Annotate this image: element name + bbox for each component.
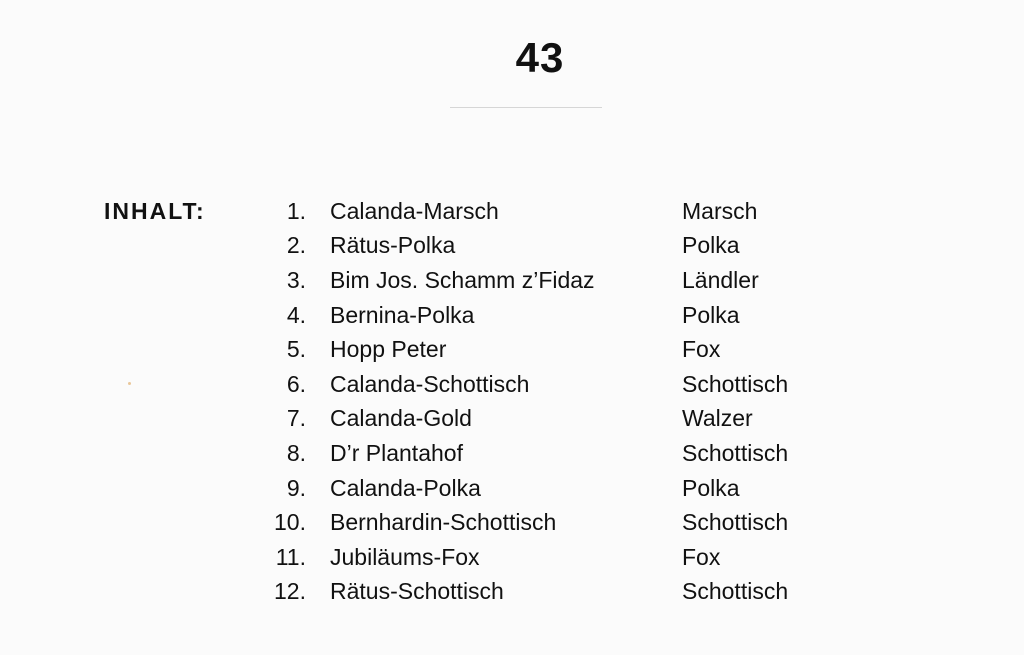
- contents-entry: [260, 194, 880, 229]
- entry-genre: Polka: [682, 232, 740, 259]
- contents-entry: [260, 332, 880, 367]
- entry-genre: Schottisch: [682, 509, 789, 536]
- entry-number: 1.: [286, 197, 306, 224]
- contents-entry: [260, 298, 880, 333]
- contents-heading: INHALT:: [104, 198, 206, 224]
- entry-genre: Schottisch: [682, 370, 789, 397]
- entry-title: Calanda-Gold: [330, 405, 472, 432]
- entry-genre: Ländler: [682, 266, 759, 293]
- contents-entry: [260, 367, 880, 402]
- entry-number: 8.: [286, 439, 306, 466]
- contents-entry: [260, 540, 880, 575]
- entry-title: Rätus-Polka: [330, 232, 456, 259]
- entry-title: Calanda-Schottisch: [330, 370, 530, 397]
- entry-title: Calanda-Marsch: [330, 197, 499, 224]
- entry-number: 9.: [286, 474, 306, 501]
- entry-genre: Schottisch: [682, 578, 789, 605]
- entry-number: 6.: [286, 370, 306, 397]
- contents-entry: [260, 505, 880, 540]
- entry-number: 11.: [275, 543, 306, 570]
- contents-entry: [260, 471, 880, 506]
- entry-title: D’r Plantahof: [330, 439, 463, 466]
- entry-genre: Schottisch: [682, 439, 789, 466]
- entry-number: 3.: [286, 266, 306, 293]
- entry-genre: Fox: [682, 543, 721, 570]
- entry-genre: Marsch: [682, 197, 758, 224]
- page-number-divider: [450, 107, 602, 108]
- entry-number: 2.: [286, 232, 306, 259]
- contents-entry: [260, 575, 880, 610]
- contents-entry: [260, 402, 880, 437]
- contents-entry: [260, 263, 880, 298]
- entry-title: Jubiläums-Fox: [330, 543, 480, 570]
- entry-title: Bim Jos. Schamm z’Fidaz: [330, 266, 595, 293]
- entry-title: Rätus-Schottisch: [330, 578, 504, 605]
- entry-number: 7.: [286, 405, 306, 432]
- entry-title: Calanda-Polka: [330, 474, 481, 501]
- entry-number: 5.: [286, 336, 306, 363]
- entry-number: 4.: [286, 301, 306, 328]
- paper-speck: [128, 382, 131, 385]
- entry-title: Hopp Peter: [330, 336, 447, 363]
- entry-genre: Polka: [682, 301, 740, 328]
- entry-title: Bernina-Polka: [330, 301, 475, 328]
- entry-number: 10.: [274, 509, 306, 536]
- entry-title: Bernhardin-Schottisch: [330, 509, 557, 536]
- contents-entry: [260, 229, 880, 264]
- entry-genre: Fox: [682, 336, 721, 363]
- contents-list: [260, 194, 880, 609]
- entry-genre: Walzer: [682, 405, 753, 432]
- entry-number: 12.: [274, 578, 306, 605]
- contents-entry: [260, 436, 880, 471]
- entry-genre: Polka: [682, 474, 740, 501]
- page-number: 43: [515, 34, 565, 81]
